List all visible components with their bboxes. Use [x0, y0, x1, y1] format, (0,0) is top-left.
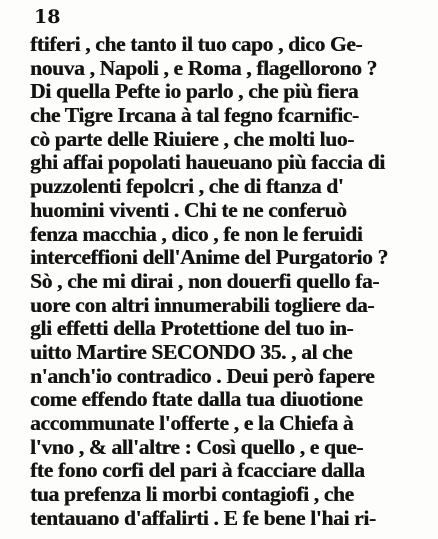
- text-line: fte fono corfi del pari à fcacciare dalla: [30, 459, 365, 483]
- text-line: tentauano d'affalirti . E fe bene l'hai ri-: [30, 506, 376, 530]
- text-line: ghi affai popolati haueuano più faccia di: [30, 151, 385, 175]
- text-line: l'vno , & all'altre : Così quello , e que-: [30, 435, 364, 459]
- text-line: uitto Martire SECONDO 35. , al che: [30, 340, 353, 364]
- text-line: cò parte delle Riuiere , che molti luo-: [30, 127, 354, 151]
- text-line: accommunate l'offerte , e la Chiefa à: [30, 412, 354, 435]
- text-line: nouva , Napoli , e Roma , flagellorono ?: [30, 56, 377, 80]
- page-number: 18: [34, 6, 61, 28]
- text-line: Di quella Pefte io parlo , che più fiera: [30, 80, 359, 104]
- text-line: n'anch'io contradico . Deui però fapere: [30, 364, 375, 388]
- text-line: gli effetti della Protettione del tuo in-: [30, 317, 354, 341]
- text-line: huomini viventi . Chi te ne conferuò: [30, 198, 347, 222]
- text-line: Sò , che mi dirai , non douerfi quello fa-: [30, 269, 380, 293]
- text-line: tua prefenza li morbi contagiofi , che: [30, 483, 354, 507]
- text-line: puzzolenti fepolcri , che di ftanza d': [30, 175, 344, 199]
- text-line: ftiferi , che tanto il tuo capo , dico Ge-: [30, 33, 363, 56]
- text-line: fenza macchia , dico , fe non le feruidi: [30, 222, 363, 246]
- text-line: che Tigre Ircana à tal fegno fcarnific-: [30, 104, 359, 128]
- text-line: come effendo ftate dalla tua diuotione: [30, 388, 363, 412]
- body-text: [30, 33, 432, 530]
- text-line: uore con altri innumerabili togliere da-: [30, 293, 375, 317]
- text-line: interceffioni dell'Anime del Purgatorio ?: [30, 246, 388, 270]
